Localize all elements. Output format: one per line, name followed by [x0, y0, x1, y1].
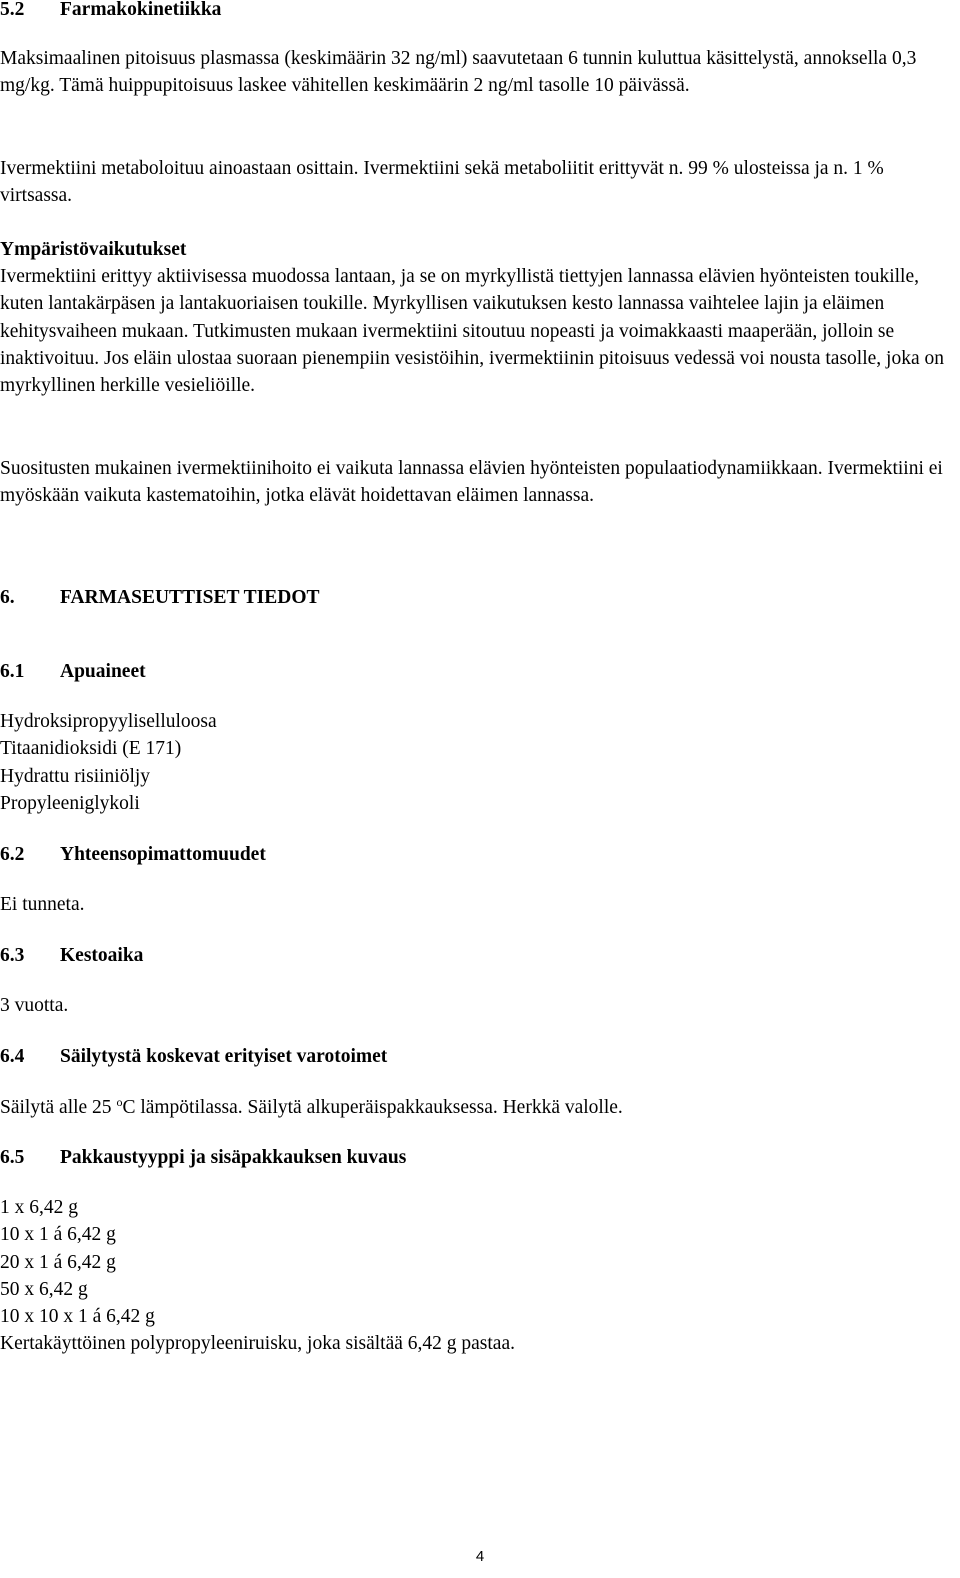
section-title: Yhteensopimattomuudet [60, 844, 266, 865]
list-item: Titaanidioksidi (E 171) [0, 738, 182, 760]
list-item: Hydroksipropyyliselluloosa [0, 711, 217, 732]
storage-text-end: C lämpötilassa. Säilytä alkuperäispakkauksessa. Herkkä valolle. [122, 1097, 623, 1118]
section-number: 6.2 [0, 844, 25, 865]
list-item: 10 x 10 x 1 á 6,42 g [0, 1306, 155, 1328]
list-item: 1 x 6,42 g [0, 1197, 78, 1218]
section-number: 5.2 [0, 0, 25, 20]
storage-text [0, 1094, 950, 1121]
section-6-3-heading [0, 942, 950, 969]
section-title: FARMASEUTTISET TIEDOT [60, 587, 320, 608]
section-number: 6.1 [0, 661, 25, 682]
list-item: Kertakäyttöinen polypropyleeniruisku, joka sisältää 6,42 g pastaa. [0, 1333, 515, 1355]
pk-paragraph-2: Ivermektiini metaboloituu ainoastaan osittain. Ivermektiini sekä metaboliitit erittyvät n. 99 % ulosteissa ja n. 1 % virtsassa. [0, 158, 884, 207]
section-title: Farmakokinetiikka [60, 0, 222, 20]
degree-superscript: o [116, 1095, 123, 1109]
section-number: 6.4 [0, 1046, 25, 1067]
incompatibilities-text: Ei tunneta. [0, 894, 85, 915]
section-number: 6.5 [0, 1147, 25, 1168]
section-title: Säilytystä koskevat erityiset varotoimet [60, 1046, 388, 1067]
list-item: 50 x 6,42 g [0, 1278, 88, 1300]
page-number: 4 [475, 1548, 485, 1565]
section-6-heading [0, 584, 950, 611]
section-number: 6. [0, 587, 15, 608]
section-title: Pakkaustyyppi ja sisäpakkauksen kuvaus [60, 1147, 407, 1168]
section-title: Kestoaika [60, 945, 144, 966]
section-6-4-heading [0, 1043, 950, 1070]
environment-paragraph-1: Ivermektiini erittyy aktiivisessa muodossa lantaan, ja se on myrkyllistä tiettyjen lannassa elävien hyönteisten toukille, kuten lantakärpäsen ja lantakuoriaisen toukille. Myrkyllisen vaikutuksen kesto lannassa vaihtelee lajin ja eläimen kehitysvaiheen mukaan. Tutkimusten mukaan ivermektiini sitoutuu nopeasti ja voimakkaasti maaperään, jolloin se inaktivoituu. Jos eläin ulostaa suoraan pienempiin vesistöihin, ivermektiinin pitoisuus vedessä voi nousta tasolle, joka on myrkyllinen herkille vesieliöille. [0, 266, 944, 397]
storage-text-start: Säilytä alle 25 [0, 1097, 117, 1118]
section-title: Apuaineet [60, 661, 146, 682]
list-item: Hydrattu risiiniöljy [0, 765, 151, 787]
section-number: 6.3 [0, 945, 25, 966]
environment-heading: Ympäristövaikutukset [0, 239, 187, 260]
section-6-5-heading [0, 1144, 950, 1171]
section-6-1-heading [0, 658, 950, 685]
section-6-2-heading [0, 841, 950, 868]
excipients-list [0, 708, 950, 817]
section-5-2-heading [0, 0, 950, 23]
pack-sizes-list [0, 1194, 950, 1358]
environment-paragraph-2: Suositusten mukainen ivermektiinihoito ei vaikuta lannassa elävien hyönteisten populaatiodynamiikkaan. Ivermektiini ei myöskään vaikuta kastematoihin, jotka elävät hoidettavan eläimen lannassa. [0, 458, 943, 507]
list-item: 20 x 1 á 6,42 g [0, 1251, 116, 1273]
list-item: 10 x 1 á 6,42 g [0, 1224, 116, 1246]
shelf-life-text: 3 vuotta. [0, 995, 69, 1016]
pk-paragraph-1: Maksimaalinen pitoisuus plasmassa (keskimäärin 32 ng/ml) saavutetaan 6 tunnin kuluttua käsittelystä, annoksella 0,3 mg/kg. Tämä huippupitoisuus laskee vähitellen keskimäärin 2 ng/ml tasolle 10 päivässä. [0, 48, 917, 97]
list-item: Propyleeniglykoli [0, 792, 140, 814]
